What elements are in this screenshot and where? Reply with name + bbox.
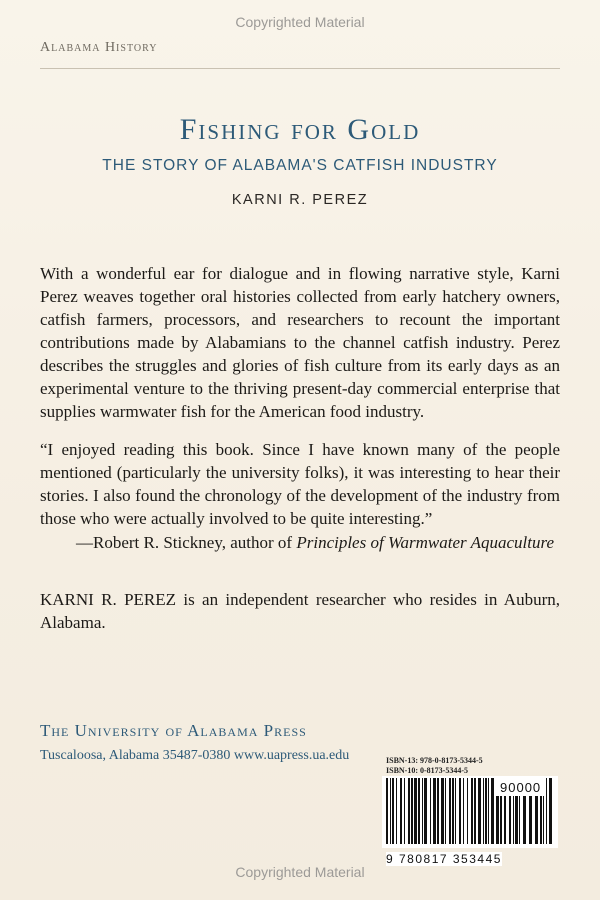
publisher-name: The University of Alabama Press — [40, 721, 307, 740]
barcode-bar — [408, 778, 410, 844]
barcode-bar — [386, 778, 388, 844]
author-bio: KARNI R. PEREZ is an independent researcher who resides in Auburn, Alabama. — [40, 590, 560, 632]
barcode-bar — [485, 778, 487, 844]
barcode-bar — [400, 778, 402, 844]
addon-bar — [543, 796, 544, 844]
header-rule — [40, 68, 560, 69]
barcode-bar — [441, 778, 444, 844]
addon-bar — [529, 796, 532, 844]
review-quote: “I enjoyed reading this book. Since I have known many of the people mentioned (particularly the university folks), it was interesting to hear their stories. I also found the chronology of the development of the industry from those who were actually involved to be quite interesting.” — [40, 440, 560, 528]
addon-bar — [540, 796, 542, 844]
addon-bar — [509, 796, 511, 844]
addon-bar — [519, 796, 520, 844]
barcode-bar — [411, 778, 413, 844]
book-title: Fishing for Gold — [179, 113, 421, 146]
addon-bar — [523, 796, 526, 844]
barcode-bar — [404, 778, 405, 844]
book-description: With a wonderful ear for dialogue and in flowing narrative style, Karni Perez weaves together oral histories collected from early hatchery owners, catfish farmers, processors, and researchers to recount the important contributions made by Alabamians to the channel catfish industry. Perez describes the struggles and glories of fish culture from its early days as an experimental venture to the thriving present-day commercial enterprise that supplies warmwater fish for the American food industry. — [40, 264, 560, 421]
publisher-address: Tuscaloosa, Alabama 35487-0380 www.uapress.ua.edu — [40, 748, 350, 763]
barcode-bar — [467, 778, 468, 844]
barcode-bar — [414, 778, 417, 844]
ean-digits: 9 780817 353445 — [386, 852, 502, 866]
review-attribution — [76, 531, 566, 554]
reviewer-work-title: Principles of Warmwater Aquaculture — [296, 533, 555, 552]
series-label: Alabama History — [40, 40, 158, 55]
author-name: KARNI R. PEREZ — [231, 192, 369, 208]
barcode-bar — [488, 778, 489, 844]
addon-bar — [515, 796, 518, 844]
addon-bar — [496, 796, 499, 844]
addon-bar — [500, 796, 502, 844]
barcode-bar — [471, 778, 473, 844]
price-code: 90000 — [500, 780, 542, 795]
addon-bar — [513, 796, 514, 844]
barcode-bar — [424, 778, 427, 844]
barcode-bar — [478, 778, 481, 844]
addon-bar — [504, 796, 506, 844]
barcode-bar — [459, 778, 461, 844]
barcode-bar — [445, 778, 446, 844]
barcode-bar — [433, 778, 436, 844]
barcode-bar — [463, 778, 464, 844]
barcode-bar — [392, 778, 394, 844]
barcode-bar — [390, 778, 391, 844]
addon-bar — [535, 796, 538, 844]
watermark-top: Copyrighted Material — [235, 14, 365, 30]
barcode-bar — [455, 778, 456, 844]
barcode-bar — [437, 778, 439, 844]
barcode-bar — [483, 778, 484, 844]
watermark-bottom: Copyrighted Material — [235, 864, 365, 880]
barcode-bar — [491, 778, 494, 844]
barcode-bar — [546, 778, 547, 844]
barcode-bar — [422, 778, 423, 844]
isbn-13: ISBN-13: 978-0-8173-5344-5 — [386, 756, 483, 765]
reviewer-name: —Robert R. Stickney, author of — [76, 533, 297, 552]
book-subtitle: THE STORY OF ALABAMA'S CATFISH INDUSTRY — [102, 157, 498, 174]
barcode-bar — [452, 778, 454, 844]
barcode-bar — [449, 778, 451, 844]
barcode-bar — [549, 778, 552, 844]
barcode-bar — [430, 778, 431, 844]
isbn-10: ISBN-10: 0-8173-5344-5 — [386, 766, 468, 775]
barcode-bar — [396, 778, 397, 844]
barcode-bar — [418, 778, 420, 844]
barcode-bar — [474, 778, 476, 844]
